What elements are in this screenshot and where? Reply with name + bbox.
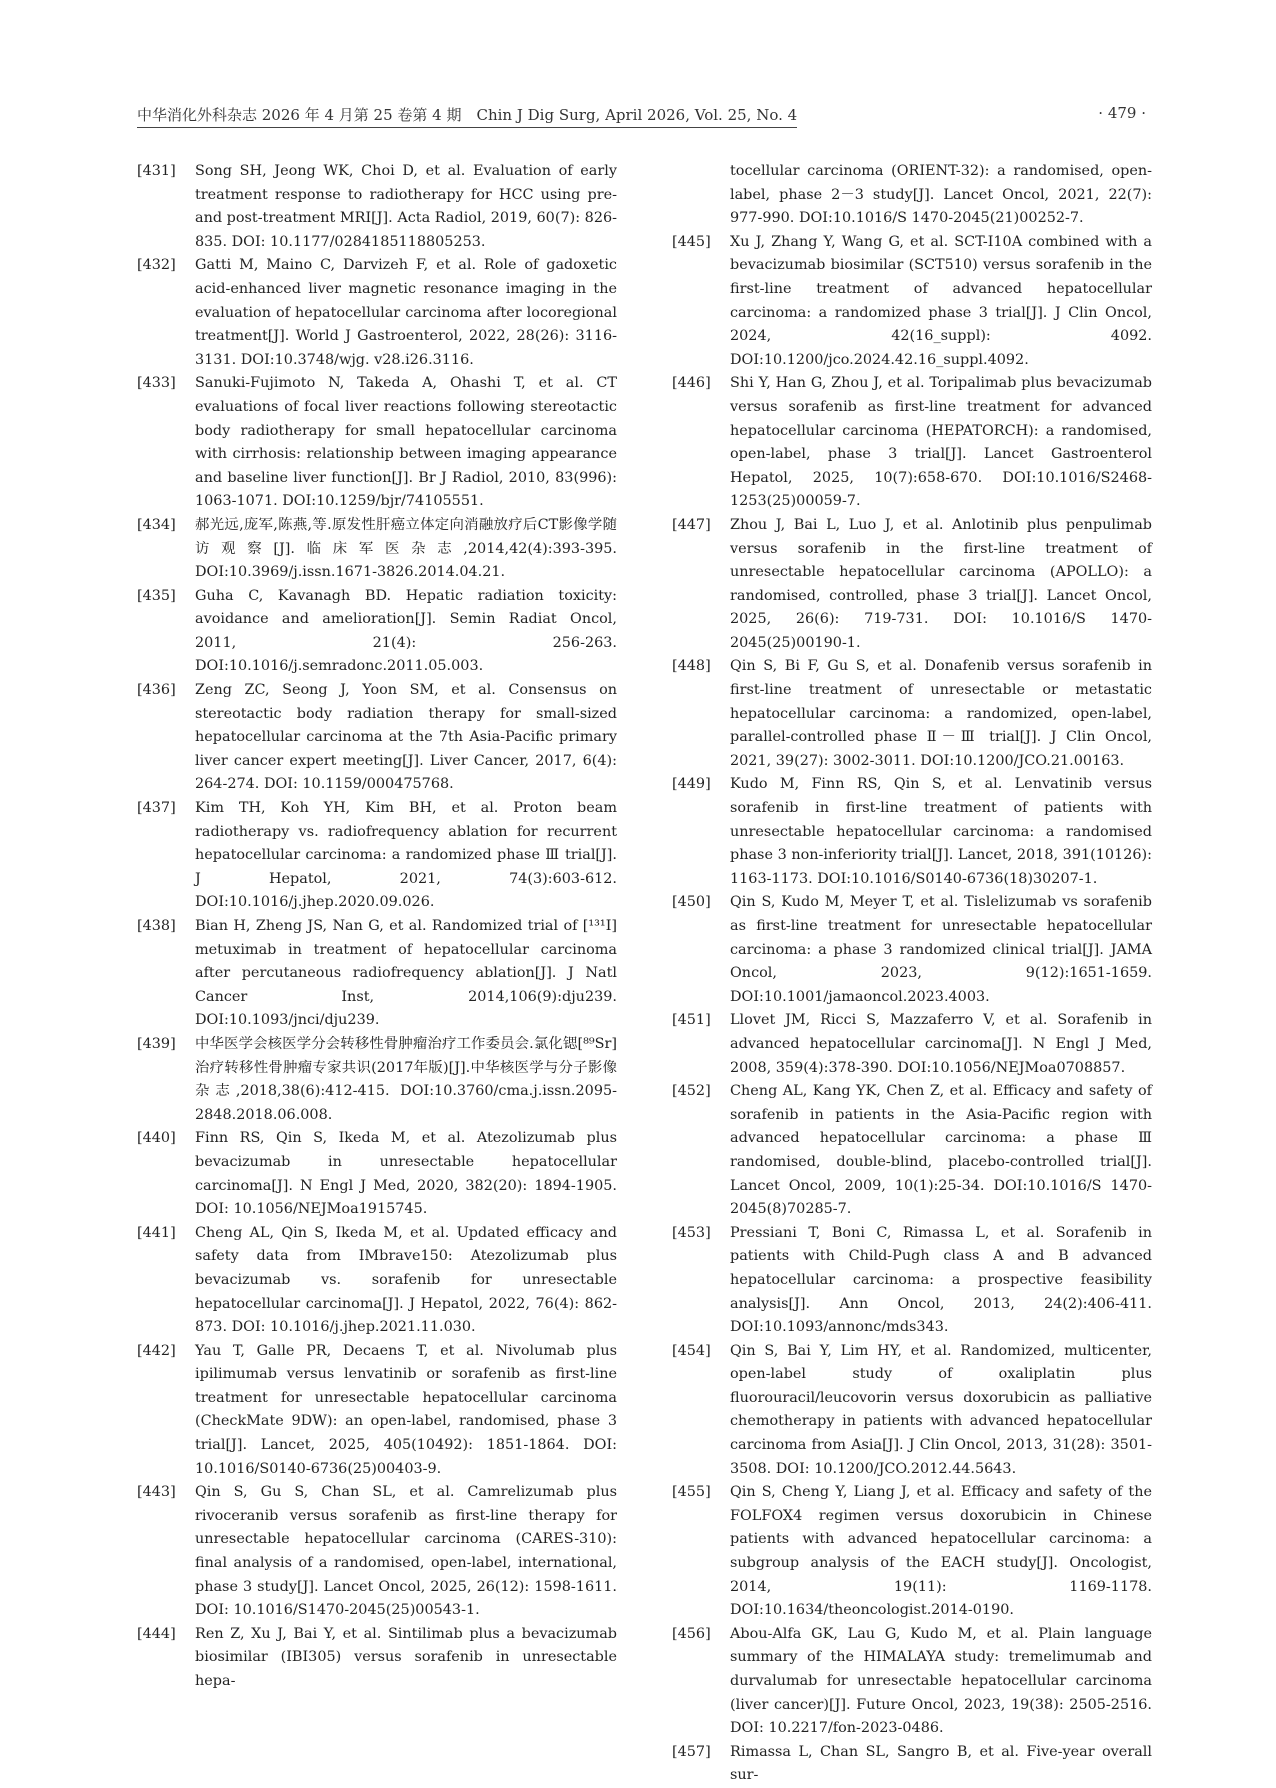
reference-text: Sanuki-Fujimoto N, Takeda A, Ohashi T, et al. CT evaluations of focal liver reactions following stereotactic body radiotherapy for small hepatocellular carcinoma with cirrhosis: relationship between imaging appearance and baseline liver function[J]. Br J Radiol, 2010, 83(996): 1063-1071. DOI:10.1259/bjr/74105551.	[195, 375, 617, 510]
reference-text: Kudo M, Finn RS, Qin S, et al. Lenvatinib versus sorafenib in first-line treatment of patients with unresectable hepatocellular carcinoma: a randomised phase 3 non-inferiority trial[J]. Lancet, 2018, 391(10126): 1163-1173. DOI:10.1016/S0140-6736(18)30207-1.	[730, 776, 1152, 887]
reference-column-right	[672, 160, 1152, 1788]
reference-number: [444]	[137, 1625, 176, 1642]
reference-number: [442]	[137, 1342, 176, 1359]
reference-number: [436]	[137, 682, 176, 699]
reference-text: Ren Z, Xu J, Bai Y, et al. Sintilimab plus a bevacizumab biosimilar (IBI305) versus sorafenib in unresectable hepa-	[195, 1625, 617, 1689]
reference-entry	[137, 372, 617, 514]
reference-text: Zhou J, Bai L, Luo J, et al. Anlotinib plus penpulimab versus sorafenib in the first-line treatment of unresectable hepatocellular carcinoma (APOLLO): a randomised, controlled, phase 3 trial[J]. Lancet Oncol, 2025, 26(6): 719-731. DOI: 10.1016/S 1470-2045(25)00190-1.	[730, 516, 1152, 651]
reference-text: Zeng ZC, Seong J, Yoon SM, et al. Consensus on stereotactic body radiation therapy for small-sized hepatocellular carcinoma at the 7th Asia-Pacific primary liver cancer expert meeting[J]. Liver Cancer, 2017, 6(4): 264-274. DOI: 10.1159/000475768.	[195, 682, 617, 793]
reference-entry	[672, 891, 1152, 1009]
reference-text: Llovet JM, Ricci S, Mazzaferro V, et al. Sorafenib in advanced hepatocellular carcinoma[J]. N Engl J Med, 2008, 359(4):378-390. DOI:10.1056/NEJMoa0708857.	[730, 1012, 1152, 1076]
reference-number: [434]	[137, 516, 176, 533]
reference-entry	[137, 514, 617, 585]
reference-entry	[672, 1009, 1152, 1080]
reference-text: Cheng AL, Kang YK, Chen Z, et al. Efficacy and safety of sorafenib in patients in the Asia-Pacific region with advanced hepatocellular carcinoma: a phase Ⅲ randomised, double-blind, placebo-controlled trial[J]. Lancet Oncol, 2009, 10(1):25-34. DOI:10.1016/S 1470-2045(8)70285-7.	[730, 1083, 1152, 1218]
reference-text: Cheng AL, Qin S, Ikeda M, et al. Updated efficacy and safety data from IMbrave150: Atezolizumab plus bevacizumab vs. sorafenib for unresectable hepatocellular carcinoma[J]. J Hepatol, 2022, 76(4): 862-873. DOI: 10.1016/j.jhep.2021.11.030.	[195, 1224, 617, 1336]
reference-text: Song SH, Jeong WK, Choi D, et al. Evaluation of early treatment response to radiotherapy for HCC using pre-and post-treatment MRI[J]. Acta Radiol, 2019, 60(7): 826-835. DOI: 10.1177/0284185118805253.	[195, 163, 617, 250]
reference-text: 郝光远,庞军,陈燕,等.原发性肝癌立体定向消融放疗后CT影像学随访观察[J].临床军医杂志,2014,42(4):393-395. DOI:10.3969/j.issn.1671-3826.2014.04.21.	[195, 516, 617, 581]
reference-number: [438]	[137, 918, 176, 934]
reference-entry	[137, 254, 617, 372]
reference-entry	[137, 679, 617, 797]
reference-list-right	[672, 231, 1152, 1788]
reference-text: 中华医学会核医学分会转移性骨肿瘤治疗工作委员会.氯化锶[⁸⁹Sr]治疗转移性骨肿瘤专家共识(2017年版)[J].中华核医学与分子影像杂志,2018,38(6):412-415. DOI:10.3760/cma.j.issn.2095-2848.2018.06.008.	[195, 1035, 617, 1123]
page-number: · 479 ·	[1098, 104, 1146, 122]
reference-number: [431]	[137, 163, 176, 179]
reference-number: [450]	[672, 894, 711, 911]
reference-entry	[672, 514, 1152, 656]
reference-column-left	[137, 160, 617, 1694]
reference-entry	[137, 915, 617, 1033]
reference-entry	[137, 1127, 617, 1221]
reference-entry	[672, 231, 1152, 373]
reference-text: Bian H, Zheng JS, Nan G, et al. Randomized trial of [¹³¹I] metuximab in treatment of hepatocellular carcinoma after percutaneous radiofrequency ablation[J]. J Natl Cancer Inst, 2014,106(9):dju239. DOI:10.1093/jnci/dju239.	[195, 918, 617, 1029]
reference-number: [435]	[137, 587, 176, 604]
reference-number: [448]	[672, 658, 711, 675]
reference-entry	[672, 1340, 1152, 1482]
reference-text: Guha C, Kavanagh BD. Hepatic radiation toxicity: avoidance and amelioration[J]. Semin Radiat Oncol, 2011, 21(4): 256-263. DOI:10.1016/j.semradonc.2011.05.003.	[195, 587, 617, 675]
reference-entry	[137, 160, 617, 254]
reference-number: [453]	[672, 1224, 711, 1241]
reference-entry	[137, 1340, 617, 1482]
reference-text: Finn RS, Qin S, Ikeda M, et al. Atezolizumab plus bevacizumab in unresectable hepatocellular carcinoma[J]. N Engl J Med, 2020, 382(20): 1894-1905. DOI: 10.1056/NEJMoa1915745.	[195, 1130, 617, 1218]
reference-entry	[137, 797, 617, 915]
reference-number: [456]	[672, 1625, 711, 1642]
reference-entry	[137, 585, 617, 679]
running-header	[137, 104, 1146, 126]
reference-text: Rimassa L, Chan SL, Sangro B, et al. Five-year overall sur-	[730, 1743, 1152, 1784]
reference-number: [445]	[672, 233, 711, 250]
reference-number: [449]	[672, 776, 711, 793]
reference-number: [440]	[137, 1130, 176, 1147]
reference-number: [439]	[137, 1035, 176, 1052]
reference-entry	[672, 1222, 1152, 1340]
reference-number: [446]	[672, 375, 711, 392]
reference-number: [451]	[672, 1012, 711, 1029]
reference-number: [441]	[137, 1224, 176, 1241]
reference-text: Qin S, Cheng Y, Liang J, et al. Efficacy and safety of the FOLFOX4 regimen versus doxorubicin in Chinese patients with advanced hepatocellular carcinoma: a subgroup analysis of the EACH study[J]. Oncologist, 2014, 19(11): 1169-1178. DOI:10.1634/theoncologist.2014-0190.	[730, 1484, 1152, 1619]
reference-text: Xu J, Zhang Y, Wang G, et al. SCT-I10A combined with a bevacizumab biosimilar (SCT510) versus sorafenib in the first-line treatment of advanced hepatocellular carcinoma: a randomized phase 3 trial[J]. J Clin Oncol, 2024, 42(16_suppl): 4092. DOI:10.1200/jco.2024.42.16_suppl.4092.	[730, 233, 1152, 368]
reference-entry	[137, 1222, 617, 1340]
reference-number: [443]	[137, 1484, 176, 1501]
reference-text: Qin S, Bai Y, Lim HY, et al. Randomized, multicenter, open-label study of oxaliplatin plus fluorouracil/leucovorin versus doxorubicin as palliative chemotherapy in patients with advanced hepatocellular carcinoma from Asia[J]. J Clin Oncol, 2013, 31(28): 3501-3508. DOI: 10.1200/JCO.2012.44.5643.	[730, 1342, 1152, 1477]
journal-citation-line: 中华消化外科杂志 2026 年 4 月第 25 卷第 4 期 Chin J Dig Surg, April 2026, Vol. 25, No. 4	[137, 104, 797, 128]
reference-number: [433]	[137, 375, 176, 392]
reference-text: Qin S, Kudo M, Meyer T, et al. Tislelizumab vs sorafenib as first-line treatment for unresectable hepatocellular carcinoma: a phase 3 randomized clinical trial[J]. JAMA Oncol, 2023, 9(12):1651-1659. DOI:10.1001/jamaoncol.2023.4003.	[730, 894, 1152, 1005]
reference-entry	[137, 1623, 617, 1694]
reference-number: [437]	[137, 800, 176, 817]
reference-entry	[672, 1080, 1152, 1222]
reference-continuation: tocellular carcinoma (ORIENT-32): a randomised, open-label, phase 2－3 study[J]. Lancet Oncol, 2021, 22(7): 977-990. DOI:10.1016/S 1470-2045(21)00252-7.	[730, 163, 1152, 227]
reference-text: Kim TH, Koh YH, Kim BH, et al. Proton beam radiotherapy vs. radiofrequency ablation for recurrent hepatocellular carcinoma: a randomized phase Ⅲ trial[J]. J Hepatol, 2021, 74(3):603-612. DOI:10.1016/j.jhep.2020.09.026.	[195, 800, 617, 911]
reference-number: [457]	[672, 1743, 711, 1760]
reference-entry	[672, 1741, 1152, 1788]
reference-entry	[672, 372, 1152, 514]
reference-entry	[137, 1481, 617, 1623]
reference-number: [447]	[672, 516, 711, 533]
reference-text: Gatti M, Maino C, Darvizeh F, et al. Role of gadoxetic acid-enhanced liver magnetic resonance imaging in the evaluation of hepatocellular carcinoma after locoregional treatment[J]. World J Gastroenterol, 2022, 28(26): 3116-3131. DOI:10.3748/wjg. v28.i26.3116.	[195, 257, 617, 368]
reference-text: Qin S, Bi F, Gu S, et al. Donafenib versus sorafenib in first-line treatment of unresectable or metastatic hepatocellular carcinoma: a randomized, open-label, parallel-controlled phase Ⅱ－Ⅲ trial[J]. J Clin Oncol, 2021, 39(27): 3002-3011. DOI:10.1200/JCO.21.00163.	[730, 658, 1152, 769]
reference-entry	[672, 1481, 1152, 1623]
reference-number: [455]	[672, 1484, 711, 1501]
reference-entry	[137, 1033, 617, 1127]
reference-text: Qin S, Gu S, Chan SL, et al. Camrelizumab plus rivoceranib versus sorafenib as first-line therapy for unresectable hepatocellular carcinoma (CARES-310): final analysis of a randomised, open-label, international, phase 3 study[J]. Lancet Oncol, 2025, 26(12): 1598-1611. DOI: 10.1016/S1470-2045(25)00543-1.	[195, 1484, 617, 1619]
reference-text: Yau T, Galle PR, Decaens T, et al. Nivolumab plus ipilimumab versus lenvatinib or sorafenib as first-line treatment for unresectable hepatocellular carcinoma (CheckMate 9DW): an open-label, randomised, phase 3 trial[J]. Lancet, 2025, 405(10492): 1851-1864. DOI: 10.1016/S0140-6736(25)00403-9.	[195, 1342, 617, 1477]
reference-text: Shi Y, Han G, Zhou J, et al. Toripalimab plus bevacizumab versus sorafenib as first-line treatment for advanced hepatocellular carcinoma (HEPATORCH): a randomised, open-label, phase 3 trial[J]. Lancet Gastroenterol Hepatol, 2025, 10(7):658-670. DOI:10.1016/S2468-1253(25)00059-7.	[730, 375, 1152, 510]
reference-number: [452]	[672, 1083, 711, 1100]
reference-number: [454]	[672, 1342, 711, 1359]
reference-number: [432]	[137, 257, 176, 274]
reference-entry	[672, 773, 1152, 891]
reference-text: Abou-Alfa GK, Lau G, Kudo M, et al. Plain language summary of the HIMALAYA study: tremelimumab and durvalumab for unresectable hepatocellular carcinoma (liver cancer)[J]. Future Oncol, 2023, 19(38): 2505-2516. DOI: 10.2217/fon-2023-0486.	[730, 1625, 1152, 1737]
reference-entry	[672, 1623, 1152, 1741]
reference-entry	[672, 655, 1152, 773]
reference-text: Pressiani T, Boni C, Rimassa L, et al. Sorafenib in patients with Child-Pugh class A and B advanced hepatocellular carcinoma: a prospective feasibility analysis[J]. Ann Oncol, 2013, 24(2):406-411. DOI:10.1093/annonc/mds343.	[730, 1224, 1152, 1336]
